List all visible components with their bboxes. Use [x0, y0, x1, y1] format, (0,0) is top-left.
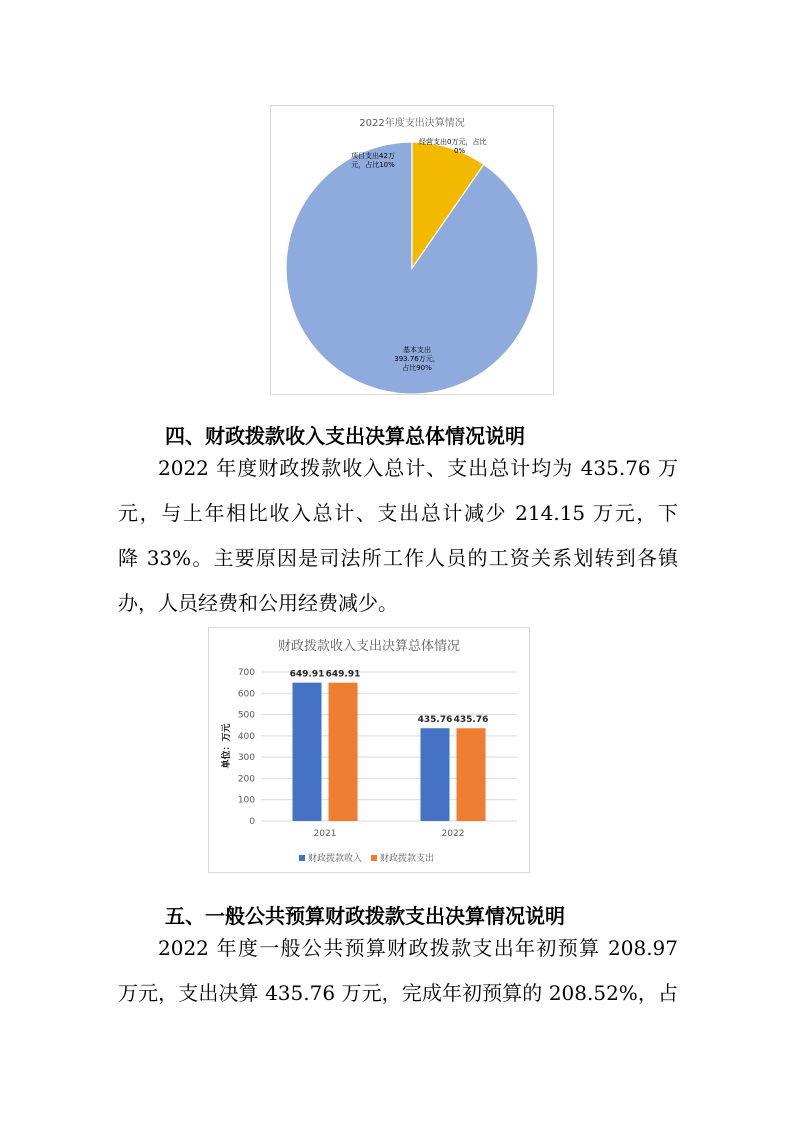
y-tick-label: 200: [237, 774, 255, 785]
section4-line-4: 办，人员经费和公用经费减少。: [118, 591, 398, 615]
bar-chart-ylabel: 单位：万元: [222, 723, 232, 769]
bar-data-label: 435.76: [453, 715, 489, 726]
bar: [329, 683, 358, 821]
y-tick-label: 300: [237, 753, 255, 764]
legend-swatch: [299, 855, 305, 861]
y-tick-label: 100: [237, 795, 255, 806]
bar-data-label: 649.91: [325, 669, 361, 680]
section4-line-1: 2022 年度财政拨款收入总计、支出总计均为 435.76 万: [158, 456, 678, 480]
bar-data-label: 649.91: [289, 669, 325, 680]
y-tick-label: 400: [237, 731, 255, 742]
section5-paragraph: [118, 926, 678, 1016]
y-tick-label: 600: [237, 689, 255, 700]
pie-label-1: 基本支出 393.76万元，占比90%: [394, 346, 440, 372]
pie-chart: [271, 106, 553, 394]
y-tick-label: 0: [249, 817, 255, 827]
pie-chart-frame: [270, 105, 554, 395]
legend-label: 财政拨款支出: [380, 854, 435, 864]
section5-line-2: 万元，支出决算 435.76 万元，完成年初预算的 208.52%，占: [118, 981, 678, 1005]
x-tick-label: 2022: [441, 829, 465, 839]
legend-swatch: [371, 855, 377, 861]
section4-line-2: 元，与上年相比收入总计、支出总计减少 214.15 万元，下: [118, 501, 678, 525]
bar-chart-title: 财政拨款收入支出决算总体情况: [277, 639, 461, 654]
bar-data-label: 435.76: [417, 715, 453, 726]
section4-line-3: 降 33%。主要原因是司法所工作人员的工资关系划转到各镇: [118, 546, 678, 570]
bar-chart: [209, 628, 529, 872]
pie-label-2: 项目支出42万元，占比10%: [351, 152, 395, 169]
bar: [457, 728, 486, 821]
legend-label: 财政拨款收入: [308, 854, 363, 864]
section4-heading: 四、财政拨款收入支出决算总体情况说明: [165, 424, 525, 448]
section5-line-1: 2022 年度一般公共预算财政拨款支出年初预算 208.97: [158, 936, 678, 960]
pie-label-3: 经营支出0万元，占比 0%: [419, 138, 487, 155]
y-tick-label: 700: [237, 668, 255, 678]
section4-paragraph: [118, 446, 678, 626]
bar-chart-frame: [208, 627, 530, 873]
bar: [421, 728, 450, 821]
pie-chart-title: 2022年度支出决算情况: [359, 118, 465, 129]
y-tick-label: 500: [237, 710, 255, 721]
bar: [293, 683, 322, 821]
section5-heading: 五、一般公共预算财政拨款支出决算情况说明: [165, 904, 565, 928]
x-tick-label: 2021: [313, 829, 337, 839]
